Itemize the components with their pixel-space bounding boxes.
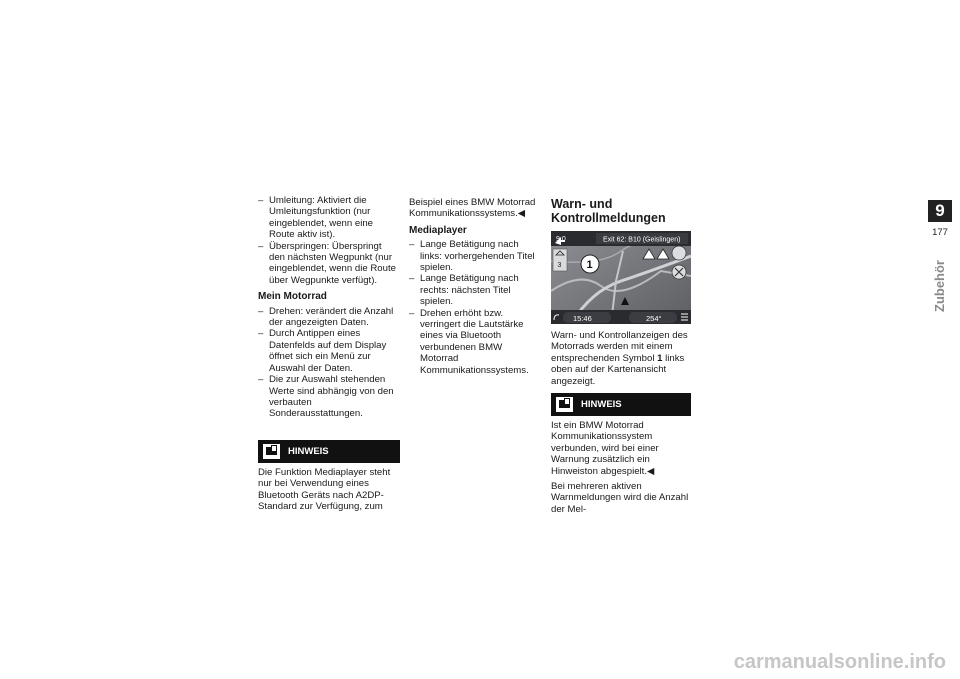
reference-number: 1 [657,352,663,364]
note-bar [551,393,691,416]
list-item: – Die zur Auswahl stehenden Werte sind abhängig von den verbauten Sonderausstattungen. [258,374,400,420]
paragraph-warnanzeigen [551,330,691,387]
note-text: Die Funktion Mediaplayer steht nur bei Verwendung eines Bluetooth Geräts nach A2DP-Standard zur Verfügung, zum [258,466,391,512]
screen-clock: 15:46 [573,314,592,323]
heading-warn-kontroll: Warn- und Kontrollmeldungen [551,197,666,225]
list-item: – Durch Antippen eines Datenfelds auf dem Display öffnet sich ein Menü zur Auswahl der Daten. [258,328,400,374]
list-mediaplayer [409,239,542,376]
text-column-1 [258,195,400,516]
note-label: HINWEIS [581,398,622,410]
list-item: – Drehen erhöht bzw. verringert die Lautstärke eines via Bluetooth verbundenen BMW Motorrad Kommunikationssystems. [409,308,542,376]
navigation-map-image [551,231,691,324]
screen-marker-number: 1 [586,259,593,271]
list-item: – Lange Betätigung nach rechts: nächsten Titel spielen. [409,273,542,307]
note-hand-icon [556,397,573,412]
screen-time-small: 9:0 [556,236,566,243]
note-label: HINWEIS [288,445,329,457]
list-item: – Überspringen: Überspringt den nächsten Wegpunkt (nur eingeblendet, wenn die Route über Wegpunkte verfügt). [258,241,400,287]
navigation-screenshot [551,231,691,324]
list-umleitung [258,195,400,286]
list-item: – Drehen: verändert die Anzahl der angezeigten Daten. [258,306,400,329]
text-column-2 [409,197,542,380]
text-part: Warn- und Kontrollanzeigen des Motorrads werden mit einem entsprechenden Symbol [551,330,688,364]
paragraph-mehrere: Bei mehreren aktiven Warnmeldungen wird die Anzahl der Mel- [551,481,689,515]
text-part: links oben auf der Kartenansicht angezeigt. [551,352,685,387]
screen-banner: Exit 62: B10 (Geislingen) [603,236,681,244]
screen-heading: 254° [646,314,662,323]
list-item: – Umleitung: Aktiviert die Umleitungsfunktion (nur eingeblendet, wenn eine Route aktiv ist). [258,195,400,241]
volume-icon [672,246,686,260]
chapter-number: 9 [928,200,952,222]
note-text: Ist ein BMW Motorrad Kommunikationssystem verbunden, wird bei einer Warnung zusätzlich ein Hinweiston abgespielt.◀ [551,420,659,477]
note-bar [258,440,400,463]
text-column-3 [551,198,691,519]
chapter-sidebar [928,200,952,312]
heading-mein-motorrad: Mein Motorrad [258,291,327,303]
watermark: carmanualsonline.info [733,651,946,673]
heading-mediaplayer: Mediaplayer [409,224,467,236]
chapter-label: Zubehör [932,260,947,312]
list-item: – Lange Betätigung nach links: vorhergehenden Titel spielen. [409,239,542,273]
screen-left-sign: 3 [557,262,562,269]
list-mein-motorrad [258,306,400,420]
intro-text: Beispiel eines BMW Motorrad Kommunikationssystems.◀ [409,197,536,220]
page-number: 177 [932,227,948,238]
note-hand-icon [263,444,280,459]
